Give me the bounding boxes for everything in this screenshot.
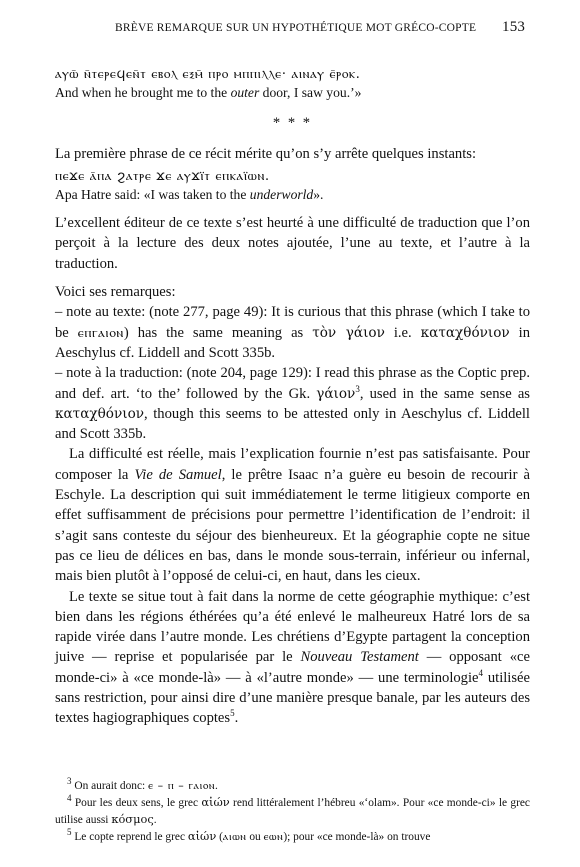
footnote-3: $^3$ On aurait donc: ⲉ – ⲡ – ⲅⲁⲓⲟⲛ.	[67, 776, 218, 792]
main-text	[55, 64, 530, 729]
running-title: BRÈVE REMARQUE SUR UN HYPOTHÉTIQUE MOT GRÉCO-COPTE	[115, 22, 477, 34]
coptic-quote-2: ⲡⲉϫⲉ ⲁ̄ⲡⲁ ϩⲁⲧⲣⲉ ϫⲉ ⲁⲩϫⲓ̈ⲧ ⲉⲡⲕⲁⲓ̈ⲱⲛ.	[55, 167, 270, 184]
footnotes	[55, 778, 530, 845]
english-translation-1: And when he brought me to the outer door, I saw you.’»	[55, 85, 362, 101]
note-a-la-traduction: – note à la traduction: (note 204, page 129): I read this phrase as the Coptic prep. and def. art. ‘to the’ followed by the Gk. γάιον$^3$, used in the same sense as καταχθόνιον, though this seems to be attested only in Aeschylus cf. Liddell and Scott 335b.	[55, 365, 530, 443]
page-number: 153	[502, 19, 526, 35]
paragraph-4: La difficulté est réelle, mais l’explication fournie n’est pas satisfaisante. Pour composer la Vie de Samuel, le prêtre Isaac n’a guère eu besoin de recourir à Eschyle. La description qui suit immédiatement le terme litigieux comporte en effet suffisamment de précisions pour permettre l’identification de l’endroit: il s’agit sans conteste du séjour des bienheureux. Et la géographie copte ne situe pas ce lieu de délices en bas, dans le monde sous-terrain, inférieur ou infernal, mais bien plutôt à l’opposé de celui-ci, en haut, dans les cieux.	[55, 446, 531, 585]
paragraph-1: La première phrase de ce récit mérite qu’on s’y arrête quelques instants:	[55, 145, 477, 162]
note-au-texte: – note au texte: (note 277, page 49): It is curious that this phrase (which I take to be ⲉⲡⲅⲁⲓⲟⲛ) has the same meaning as τὸν γάιον i.e. καταχθόνιον in Aeschylus cf. Liddell and Scott 335b.	[55, 304, 530, 361]
paragraph-2: L’excellent éditeur de ce texte s’est heurté à une difficulté de traduction que l’on perçoit à la lecture des deux notes ajoutée, l’une au texte, et l’autre à la traduction.	[55, 215, 530, 272]
section-separator: * * *	[272, 115, 313, 132]
coptic-quote-1: ⲁⲩⲱ̄ ⲛ̄ⲧⲉⲣⲉϥⲉⲛ̄ⲧ ⲉⲃⲟⲗ ⲉⲝⲙ̄ ⲡⲣⲟ ⲙⲡⲡⲓⲗⲗⲉ· ⲁⲓⲛⲁⲩ ⲉ̄ⲣⲟⲕ.	[55, 66, 361, 82]
footnote-5: $^5$ Le copte reprend le grec αἰών (ⲁⲓⲱⲛ ou ⲉⲱⲛ); pour «ce monde-là» on trouve	[67, 827, 431, 843]
paragraph-3: Voici ses remarques:	[55, 284, 176, 301]
paragraph-5: Le texte se situe tout à fait dans la norme de cette géographie mythique: c’est bien dans les régions éthérées qu’a été enlevé le malheureux Hatré lors de sa rapide virée dans l’autre monde. Les chrétiens d’Egypte partagent la conception juive — reprise et popularisée par le Nouveau Testament — opposant «ce monde-ci» à «ce monde-là» — à «l’autre monde» — une terminologie$^4$ utilisée sans restriction, pour ainsi dire d’une manière presque banale, par les auteurs des textes hagiographiques coptes$^5$.	[55, 588, 530, 727]
english-translation-2: Apa Hatre said: «I was taken to the underworld».	[55, 187, 324, 203]
footnote-4: $^4$ Pour les deux sens, le grec αἰών rend littéralement l’hébreu «‘olam». Pour «ce monde-ci» le grec utilise aussi κόσμος.	[55, 793, 530, 826]
